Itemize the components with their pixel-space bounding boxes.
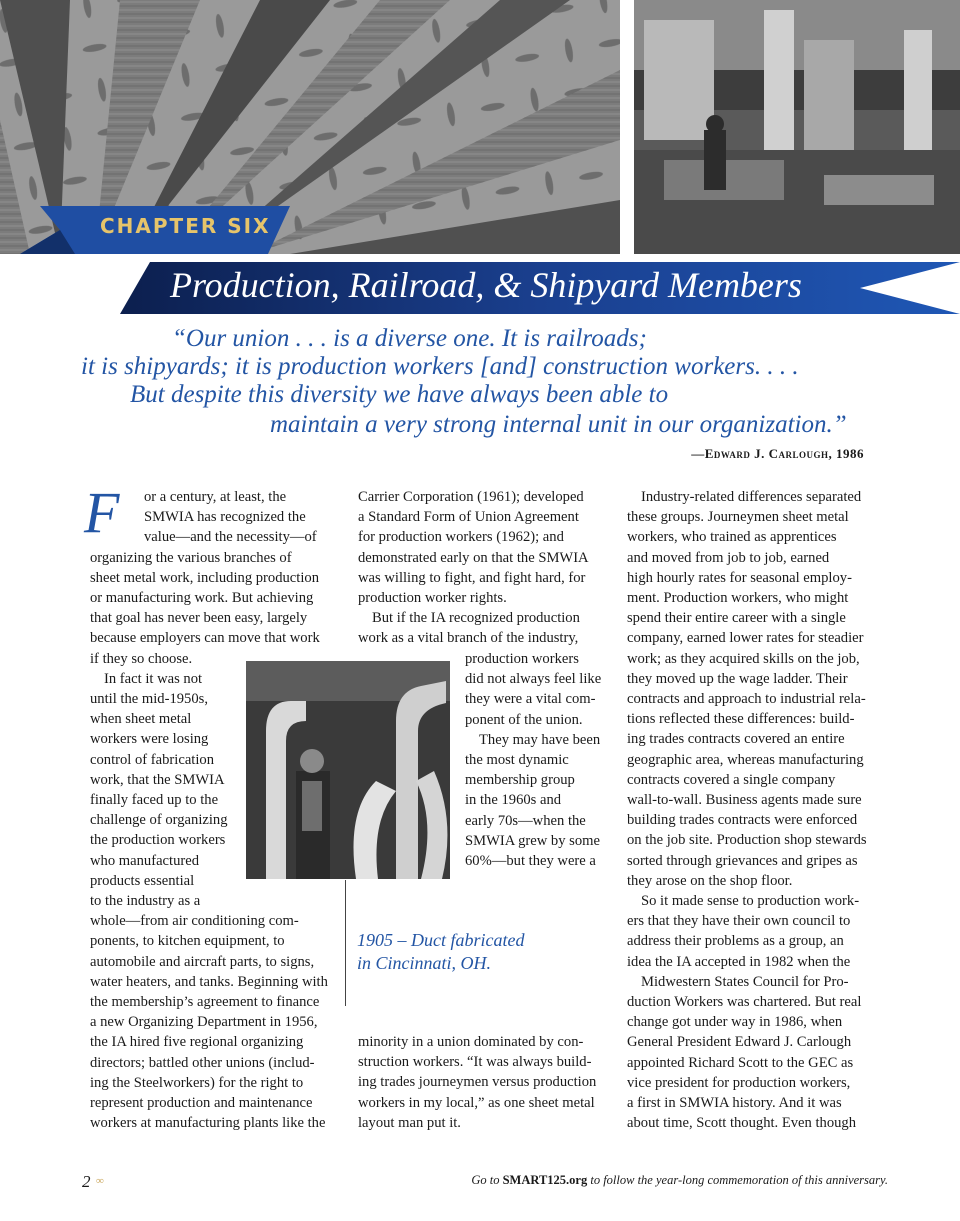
col1-line: a new Organizing Department in 1956, bbox=[90, 1014, 318, 1031]
footer-promo bbox=[471, 1173, 888, 1188]
photo-caption-line: 1905 – Duct fabricated bbox=[357, 930, 525, 950]
col1-line: directors; battled other unions (includ- bbox=[90, 1054, 315, 1071]
chapter-label: CHAPTER SIX bbox=[100, 214, 271, 238]
col2-line: the most dynamic bbox=[465, 752, 569, 769]
header-workshop-photo bbox=[634, 0, 960, 254]
col2-line: SMWIA grew by some bbox=[465, 832, 600, 849]
col1-line: water heaters, and tanks. Beginning with bbox=[90, 973, 328, 990]
col2-line: ponent of the union. bbox=[465, 711, 583, 728]
col3-line: sorted through grievances and gripes as bbox=[627, 852, 858, 869]
col2-line: production worker rights. bbox=[358, 590, 507, 607]
col2-line: ing trades journeymen versus production bbox=[358, 1074, 597, 1091]
col3-line: and moved from job to job, earned bbox=[627, 549, 830, 566]
col1-line: if they so choose. bbox=[90, 650, 193, 667]
quote-line-3: But despite this diversity we have always been able to bbox=[130, 381, 669, 408]
col1-line: represent production and maintenance bbox=[90, 1095, 313, 1112]
col1-line: automobile and aircraft parts, to signs, bbox=[90, 953, 315, 970]
col1-line: that goal has never been easy, largely bbox=[90, 610, 308, 627]
col1-line: until the mid-1950s, bbox=[90, 691, 208, 708]
col3-line: appointed Richard Scott to the GEC as bbox=[627, 1054, 854, 1071]
col1-line: ing the Steelworkers) for the right to bbox=[90, 1074, 304, 1091]
col3-line: Industry-related differences separated bbox=[641, 489, 862, 505]
quote-attribution: —Edward J. Carlough, 1986 bbox=[691, 446, 864, 461]
col3-line: geographic area, whereas manufacturing bbox=[627, 751, 864, 768]
col2-line: they were a vital com- bbox=[465, 691, 596, 708]
col1-line: value—and the necessity—of bbox=[144, 529, 317, 546]
col1-line: or manufacturing work. But achieving bbox=[90, 590, 314, 607]
col3-line: company, earned lower rates for steadier bbox=[627, 630, 864, 647]
footer-site-link[interactable]: SMART125.org bbox=[502, 1173, 588, 1187]
col3-line: work; as they acquired skills on the job, bbox=[627, 650, 860, 667]
col2-line: 60%—but they were a bbox=[465, 853, 596, 870]
col1-line: who manufactured bbox=[90, 852, 200, 869]
col2-line: was willing to fight, and fight hard, for bbox=[358, 569, 586, 586]
col3-line: a first in SMWIA history. And it was bbox=[627, 1095, 842, 1112]
col2-line: struction workers. “It was always build- bbox=[358, 1054, 592, 1071]
col1-line: sheet metal work, including production bbox=[90, 569, 319, 586]
col3-line: building trades contracts were enforced bbox=[627, 812, 858, 829]
col2-line: early 70s—when the bbox=[465, 812, 586, 829]
drop-cap: F bbox=[84, 480, 120, 545]
col3-line: wall-to-wall. Business agents made sure bbox=[627, 792, 862, 809]
col3-line: they arose on the shop floor. bbox=[627, 872, 793, 889]
col1-line: the IA hired five regional organizing bbox=[90, 1034, 304, 1051]
col3-line: these groups. Journeymen sheet metal bbox=[627, 509, 849, 526]
col1-line: organizing the various branches of bbox=[90, 549, 292, 566]
column-3 bbox=[627, 487, 887, 1134]
col2-line: But if the IA recognized production bbox=[372, 610, 580, 627]
footer-suffix: to follow the year-long commemoration of this anniversary. bbox=[587, 1173, 888, 1187]
col2-line: work as a vital branch of the industry, bbox=[358, 630, 579, 647]
col1-line: the production workers bbox=[90, 832, 226, 849]
col3-line: spend their entire career with a single bbox=[627, 610, 846, 627]
col1-line: ponents, to kitchen equipment, to bbox=[90, 933, 285, 950]
col2-line: membership group bbox=[465, 772, 575, 789]
col2-line: demonstrated early on that the SMWIA bbox=[358, 549, 589, 566]
col3-line: contracts and approach to industrial rela- bbox=[627, 691, 866, 708]
quote-line-4: maintain a very strong internal unit in our organization.” bbox=[270, 411, 847, 438]
col2-line: production workers bbox=[465, 651, 579, 667]
col3-line: high hourly rates for seasonal employ- bbox=[627, 569, 852, 586]
col2-line: They may have been bbox=[479, 731, 601, 748]
col1-line: In fact it was not bbox=[104, 670, 203, 687]
col3-line: about time, Scott thought. Even though bbox=[627, 1115, 857, 1132]
col1-line: workers at manufacturing plants like the bbox=[90, 1115, 326, 1132]
col3-line: workers, who trained as apprentices bbox=[627, 529, 837, 546]
col1-line: control of fabrication bbox=[90, 751, 214, 768]
col3-line: General President Edward J. Carlough bbox=[627, 1034, 852, 1051]
col1-line: workers were losing bbox=[90, 731, 209, 748]
col2-line: for production workers (1962); and bbox=[358, 529, 564, 546]
col2-line: minority in a union dominated by con- bbox=[358, 1034, 584, 1050]
col3-line: address their problems as a group, an bbox=[627, 933, 844, 950]
page-ornament-icon: ∞ bbox=[96, 1175, 104, 1187]
col3-line: on the job site. Production shop stewards bbox=[627, 832, 867, 849]
col3-line: ers that they have their own council to bbox=[627, 913, 851, 930]
caption-rule bbox=[345, 880, 346, 1006]
col3-line: tions reflected these differences: build- bbox=[627, 711, 855, 728]
col2-line: did not always feel like bbox=[465, 671, 602, 688]
col1-line: products essential bbox=[90, 872, 195, 889]
col2-line: Carrier Corporation (1961); developed bbox=[358, 489, 584, 505]
col1-line: because employers can move that work bbox=[90, 630, 320, 647]
col1-line: or a century, at least, the bbox=[144, 489, 287, 505]
col1-line: to the industry as a bbox=[90, 893, 201, 910]
col3-line: ing trades contracts covered an entire bbox=[627, 731, 845, 748]
column-2-narrow bbox=[465, 649, 615, 871]
footer-prefix: Go to bbox=[471, 1173, 503, 1187]
col1-line: SMWIA has recognized the bbox=[144, 509, 306, 526]
chapter-title: Production, Railroad, & Shipyard Members bbox=[170, 265, 802, 305]
photo-caption bbox=[357, 929, 557, 975]
page-number: 2 bbox=[82, 1172, 91, 1191]
col2-line: a Standard Form of Union Agreement bbox=[358, 509, 579, 526]
col2-line: workers in my local,” as one sheet metal bbox=[358, 1094, 595, 1111]
col3-line: change got under way in 1986, when bbox=[627, 1014, 843, 1031]
col1-line: the membership’s agreement to finance bbox=[90, 994, 320, 1011]
col3-line: idea the IA accepted in 1982 when the bbox=[627, 953, 851, 970]
col1-line: when sheet metal bbox=[90, 711, 192, 728]
column-2-bottom bbox=[358, 1032, 613, 1133]
col3-line: Midwestern States Council for Pro- bbox=[641, 973, 849, 990]
column-2-top bbox=[358, 487, 613, 649]
photo-caption-line: in Cincinnati, OH. bbox=[357, 953, 491, 973]
quote-line-1: “Our union . . . is a diverse one. It is railroads; bbox=[172, 325, 647, 352]
col2-line: layout man put it. bbox=[358, 1114, 461, 1131]
col3-line: So it made sense to production work- bbox=[641, 893, 860, 910]
col1-line: work, that the SMWIA bbox=[90, 771, 225, 788]
col2-line: in the 1960s and bbox=[465, 792, 562, 809]
col3-line: vice president for production workers, bbox=[627, 1074, 851, 1091]
col1-line: challenge of organizing bbox=[90, 812, 228, 829]
quote-line-2: it is shipyards; it is production workers [and] construction workers. . . . bbox=[81, 353, 799, 380]
col3-line: contracts covered a single company bbox=[627, 771, 836, 788]
col3-line: duction Workers was chartered. But real bbox=[627, 994, 862, 1011]
col1-line: whole—from air conditioning com- bbox=[90, 913, 299, 930]
duct-fabrication-photo bbox=[246, 661, 450, 879]
col1-line: finally faced up to the bbox=[90, 792, 219, 809]
col3-line: they moved up the wage ladder. Their bbox=[627, 670, 848, 687]
col3-line: ment. Production workers, who might bbox=[627, 590, 849, 607]
